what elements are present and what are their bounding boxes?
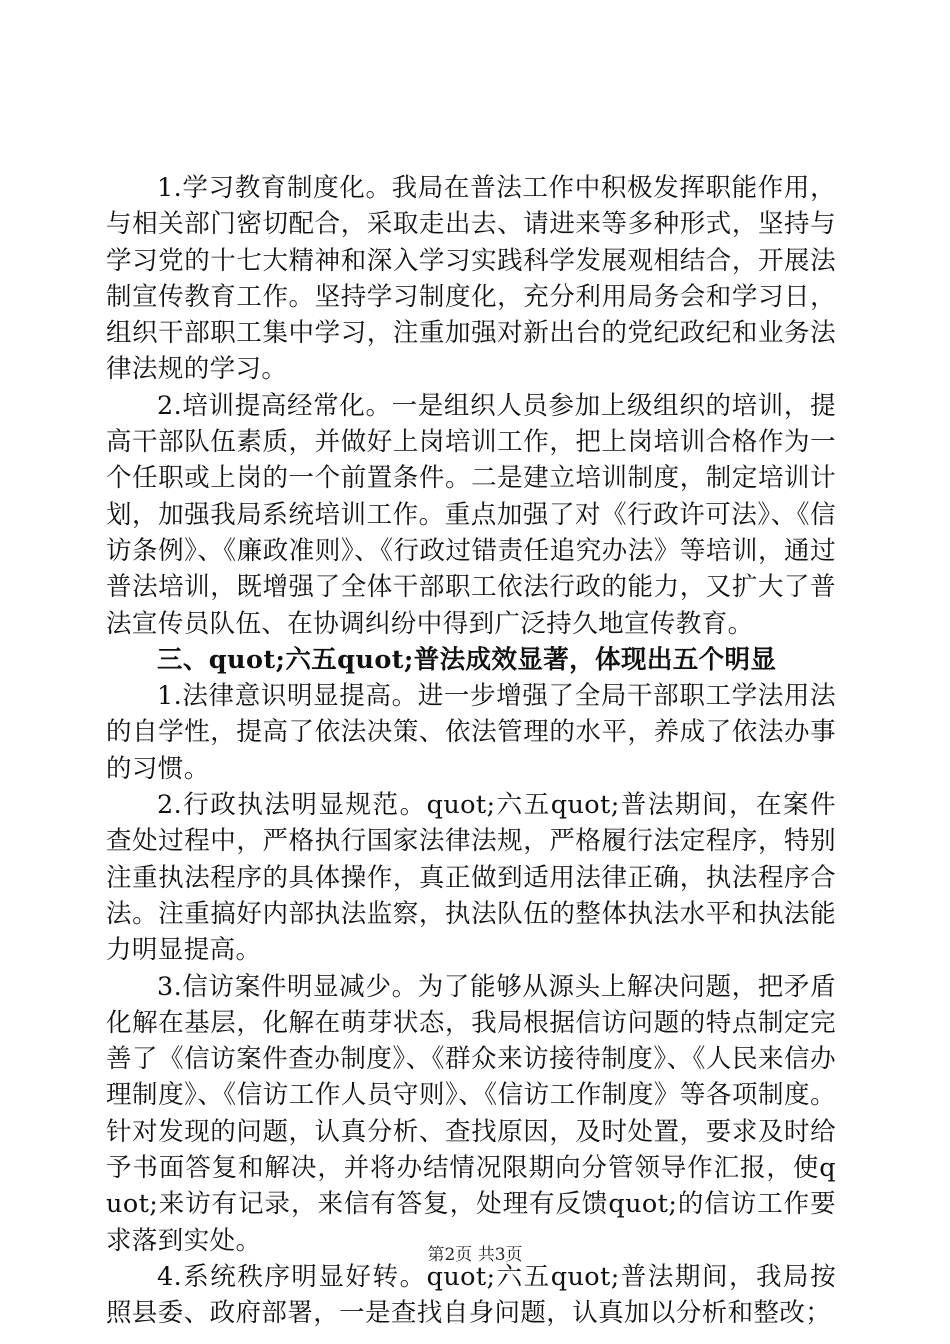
paragraph-petition-cases: 3.信访案件明显减少。为了能够从源头上解决问题，把矛盾化解在基层，化解在萌芽状态，我局根据信访问题的特点制定完善了《信访案件查办制度》、《群众来访接待制度》、《人民来信办理制度》、《信访工作人员守则》、《信访工作制度》等各项制度。针对发现的问题，认真分析、查找原因，及时处置，要求及时给予书面答复和解决，并将办结情况限期向分管领导作汇报，使quot;来访有记录，来信有答复，处理有反馈quot;的信访工作要求落到实处。 xyxy=(106,971,836,1256)
paragraph-system-order: 4.系统秩序明显好转。quot;六五quot;普法期间，我局按照县委、政府部署，一是查找自身问题，认真加以分析和整改； xyxy=(106,1261,836,1329)
paragraph-law-enforcement: 2.行政执法明显规范。quot;六五quot;普法期间，在案件查处过程中，严格执行国家法律法规，严格履行法定程序，特别注重执法程序的具体操作，真正做到适用法律正确，执法程序合法。注重搞好内部执法监察，执法队伍的整体执法水平和执法能力明显提高。 xyxy=(106,790,836,966)
section-heading: 三、quot;六五quot;普法成效显著，体现出五个明显 xyxy=(157,644,777,675)
paragraph-education: 1.学习教育制度化。我局在普法工作中积极发挥职能作用，与相关部门密切配合，采取走出去、请进来等多种形式，坚持与学习党的十七大精神和深入学习实践科学发展观相结合，开展法制宣传教育工作。坚持学习制度化，充分利用局务会和学习日，组织干部职工集中学习，注重加强对新出台的党纪政纪和业务法律法规的学习。 xyxy=(106,173,836,385)
document-body xyxy=(106,170,836,1332)
page-footer: 第2页 共3页 xyxy=(427,1245,523,1265)
paragraph-legal-awareness: 1.法律意识明显提高。进一步增强了全局干部职工学法用法的自学性，提高了依法决策、依法管理的水平，养成了依法办事的习惯。 xyxy=(106,681,836,784)
paragraph-training: 2.培训提高经常化。一是组织人员参加上级组织的培训，提高干部队伍素质，并做好上岗培训工作，把上岗培训合格作为一个任职或上岗的一个前置条件。二是建立培训制度，制定培训计划，加强我局系统培训工作。重点加强了对《行政许可法》、《信访条例》、《廉政准则》、《行政过错责任追究办法》等培训，通过普法培训，既增强了全体干部职工依法行政的能力，又扩大了普法宣传员队伍、在协调纠纷中得到广泛持久地宣传教育。 xyxy=(106,390,836,639)
